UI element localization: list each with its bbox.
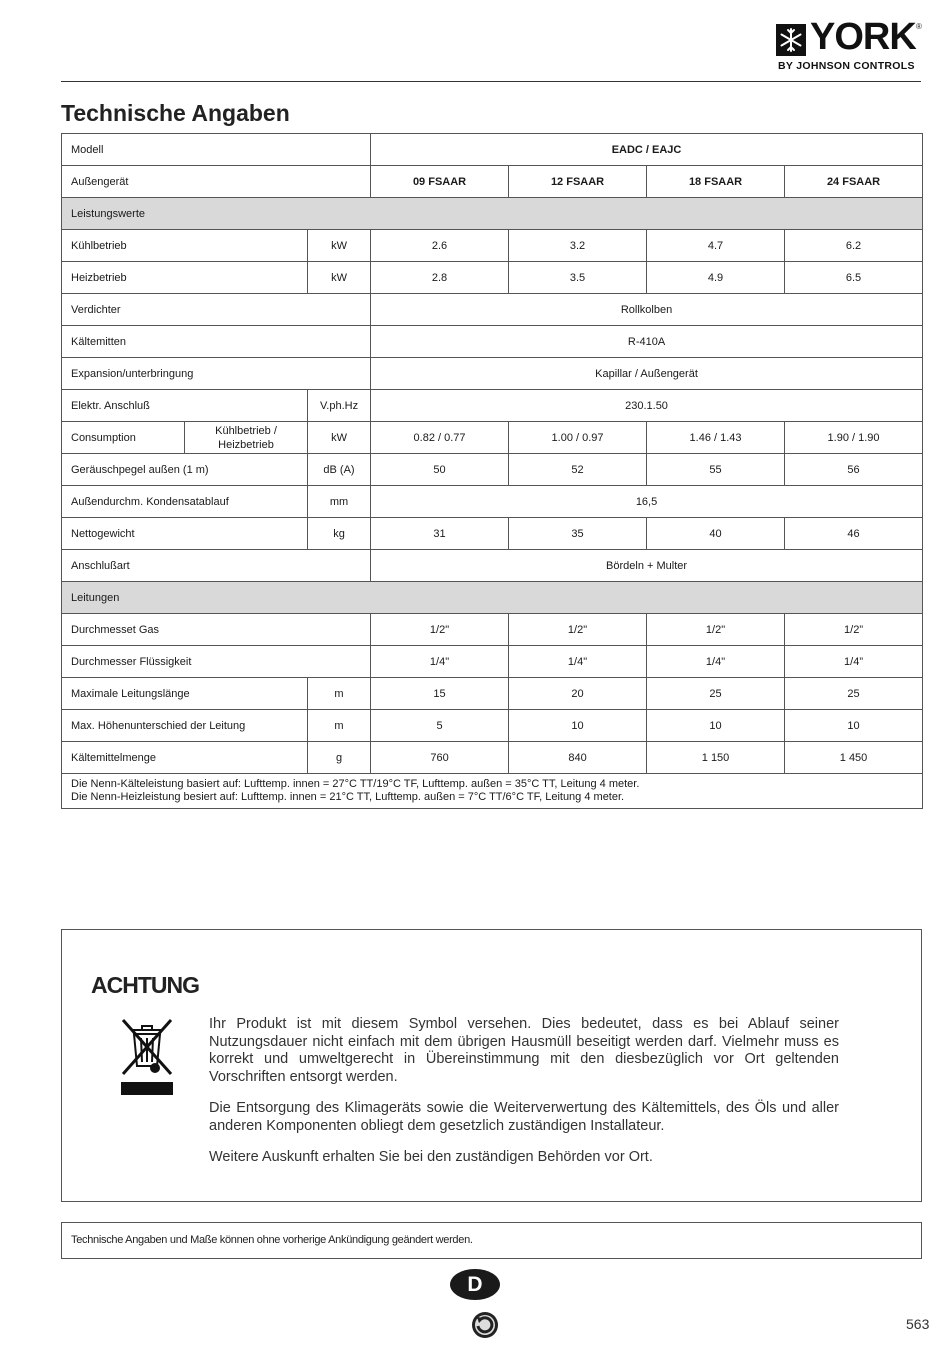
model-header: 12 FSAAR xyxy=(509,166,647,198)
unit-cell: kg xyxy=(308,518,371,550)
value-cell: 1.00 / 0.97 xyxy=(509,422,647,454)
notes-cell xyxy=(62,774,923,809)
row-label: Maximale Leitungslänge xyxy=(62,678,308,710)
row-label: Consumption xyxy=(62,422,185,454)
header-divider xyxy=(61,81,921,82)
value-cell: 52 xyxy=(509,454,647,486)
row-sublabel xyxy=(185,422,308,454)
page-title: Technische Angaben xyxy=(61,100,290,126)
value-cell: 1.46 / 1.43 xyxy=(647,422,785,454)
table-row xyxy=(62,230,923,262)
value-cell: 15 xyxy=(371,678,509,710)
value-cell: 3.5 xyxy=(509,262,647,294)
table-row xyxy=(62,134,923,166)
section-title: Leistungswerte xyxy=(62,198,923,230)
row-label: Elektr. Anschluß xyxy=(62,390,308,422)
model-header: 24 FSAAR xyxy=(785,166,923,198)
table-row xyxy=(62,294,923,326)
sublabel-line: Heizbetrieb xyxy=(218,438,274,451)
value-cell: 1/4” xyxy=(785,646,923,678)
table-row xyxy=(62,454,923,486)
section-row xyxy=(62,582,923,614)
warning-text xyxy=(209,1016,839,1181)
value-cell: 230.1.50 xyxy=(371,390,923,422)
row-label: Kältemittelmenge xyxy=(62,742,308,774)
value-cell: 25 xyxy=(647,678,785,710)
row-label: Heizbetrieb xyxy=(62,262,308,294)
recycling-icon xyxy=(471,1311,499,1339)
value-cell: 4.7 xyxy=(647,230,785,262)
warning-paragraph: Weitere Auskunft erhalten Sie bei den zuständigen Behörden vor Ort. xyxy=(209,1149,653,1165)
unit-cell: dB (A) xyxy=(308,454,371,486)
warning-paragraph: Ihr Produkt ist mit diesem Symbol versehen. Dies bedeutet, dass es bei Ablauf seiner Nutzungsdauer nicht einfach mit dem übrigen Hausmüll beseitigt werden darf. Vielmehr muss es korrekt und umweltgerecht in Übereinstimmung mit den diesbezüglich vor Ort geltenden Vorschriften entsorgt werden. xyxy=(209,1016,839,1085)
table-row xyxy=(62,550,923,582)
value-cell: 1/4" xyxy=(647,646,785,678)
unit-cell: m xyxy=(308,678,371,710)
row-label: Modell xyxy=(62,134,371,166)
value-cell: 55 xyxy=(647,454,785,486)
value-cell: R-410A xyxy=(371,326,923,358)
table-row xyxy=(62,262,923,294)
value-cell: 6.5 xyxy=(785,262,923,294)
row-label: Durchmesser Flüssigkeit xyxy=(62,646,371,678)
table-row xyxy=(62,742,923,774)
value-cell: 2.8 xyxy=(371,262,509,294)
table-row xyxy=(62,326,923,358)
unit-cell: m xyxy=(308,710,371,742)
unit-cell: kW xyxy=(308,262,371,294)
value-cell: 10 xyxy=(647,710,785,742)
warning-title: ACHTUNG xyxy=(91,972,199,998)
registered-mark: ® xyxy=(916,22,922,31)
value-cell: Kapillar / Außengerät xyxy=(371,358,923,390)
value-cell: Rollkolben xyxy=(371,294,923,326)
value-cell: 20 xyxy=(509,678,647,710)
value-cell: 56 xyxy=(785,454,923,486)
unit-cell: g xyxy=(308,742,371,774)
row-label: Nettogewicht xyxy=(62,518,308,550)
value-cell: 4.9 xyxy=(647,262,785,294)
value-cell: 760 xyxy=(371,742,509,774)
warning-box xyxy=(61,929,922,1202)
value-cell: 1.90 / 1.90 xyxy=(785,422,923,454)
page-number: 563 xyxy=(906,1316,930,1332)
value-cell: 3.2 xyxy=(509,230,647,262)
value-cell: 1/4" xyxy=(371,646,509,678)
value-cell: 1/2” xyxy=(785,614,923,646)
crossed-out-wheelie-bin-icon xyxy=(119,1016,175,1102)
value-cell: 31 xyxy=(371,518,509,550)
row-label: Außengerät xyxy=(62,166,371,198)
row-label: Verdichter xyxy=(62,294,371,326)
model-header: 09 FSAAR xyxy=(371,166,509,198)
value-cell: 6.2 xyxy=(785,230,923,262)
language-badge: D xyxy=(450,1269,500,1300)
value-cell: 1/2" xyxy=(647,614,785,646)
value-cell: 40 xyxy=(647,518,785,550)
row-label: Durchmesset Gas xyxy=(62,614,371,646)
notes-row xyxy=(62,774,923,809)
model-series: EADC / EAJC xyxy=(371,134,923,166)
unit-cell: kW xyxy=(308,422,371,454)
row-label: Expansion/unterbringung xyxy=(62,358,371,390)
row-label: Außendurchm. Kondensatablauf xyxy=(62,486,308,518)
section-title: Leitungen xyxy=(62,582,923,614)
value-cell: 50 xyxy=(371,454,509,486)
table-row xyxy=(62,166,923,198)
value-cell: 5 xyxy=(371,710,509,742)
disclaimer-text: Technische Angaben und Maße können ohne vorherige Ankündigung geändert werden. xyxy=(71,1234,473,1246)
table-row xyxy=(62,422,923,454)
table-row xyxy=(62,710,923,742)
table-row xyxy=(62,358,923,390)
value-cell: 16,5 xyxy=(371,486,923,518)
section-row xyxy=(62,198,923,230)
value-cell: 46 xyxy=(785,518,923,550)
model-header: 18 FSAAR xyxy=(647,166,785,198)
table-row xyxy=(62,646,923,678)
brand-name: YORK xyxy=(810,16,916,58)
row-label: Max. Höhenunterschied der Leitung xyxy=(62,710,308,742)
value-cell: 1/2" xyxy=(509,614,647,646)
note-cooling: Die Nenn-Kälteleistung basiert auf: Lufttemp. innen = 27°C TT/19°C TF, Lufttemp. außen = 35°C TT, Leitung 4 meter. xyxy=(71,778,640,790)
value-cell: 10 xyxy=(509,710,647,742)
table-row xyxy=(62,390,923,422)
table-row xyxy=(62,486,923,518)
value-cell: 35 xyxy=(509,518,647,550)
unit-cell: mm xyxy=(308,486,371,518)
value-cell: 1 150 xyxy=(647,742,785,774)
unit-cell: V.ph.Hz xyxy=(308,390,371,422)
value-cell: 1 450 xyxy=(785,742,923,774)
value-cell: 840 xyxy=(509,742,647,774)
value-cell: 1/2" xyxy=(371,614,509,646)
value-cell: 1/4" xyxy=(509,646,647,678)
warning-paragraph: Die Entsorgung des Klimageräts sowie die Weiterverwertung des Kältemittels, des Öls und aller anderen Komponenten obliegt dem gesetzlich zuständigen Installateur. xyxy=(209,1100,839,1134)
row-label: Kühlbetrieb xyxy=(62,230,308,262)
unit-cell: kW xyxy=(308,230,371,262)
row-label: Geräuschpegel außen (1 m) xyxy=(62,454,308,486)
snowflake-icon xyxy=(776,24,806,56)
disclaimer-box xyxy=(61,1222,922,1259)
value-cell: 25 xyxy=(785,678,923,710)
table-row xyxy=(62,678,923,710)
note-heating: Die Nenn-Heizleistung besiert auf: Lufttemp. innen = 21°C TT, Lufttemp. außen = 7°C TT/6°C TF, Leitung 4 meter. xyxy=(71,791,625,803)
spec-table xyxy=(61,133,923,809)
value-cell: Bördeln + Multer xyxy=(371,550,923,582)
table-row xyxy=(62,518,923,550)
brand-subtitle: BY JOHNSON CONTROLS xyxy=(778,60,915,72)
value-cell: 0.82 / 0.77 xyxy=(371,422,509,454)
row-label: Kältemitten xyxy=(62,326,371,358)
sublabel-line: Kühlbetrieb / xyxy=(215,424,277,437)
row-label: Anschlußart xyxy=(62,550,371,582)
value-cell: 10 xyxy=(785,710,923,742)
value-cell: 2.6 xyxy=(371,230,509,262)
table-row xyxy=(62,614,923,646)
york-logo xyxy=(776,16,924,74)
